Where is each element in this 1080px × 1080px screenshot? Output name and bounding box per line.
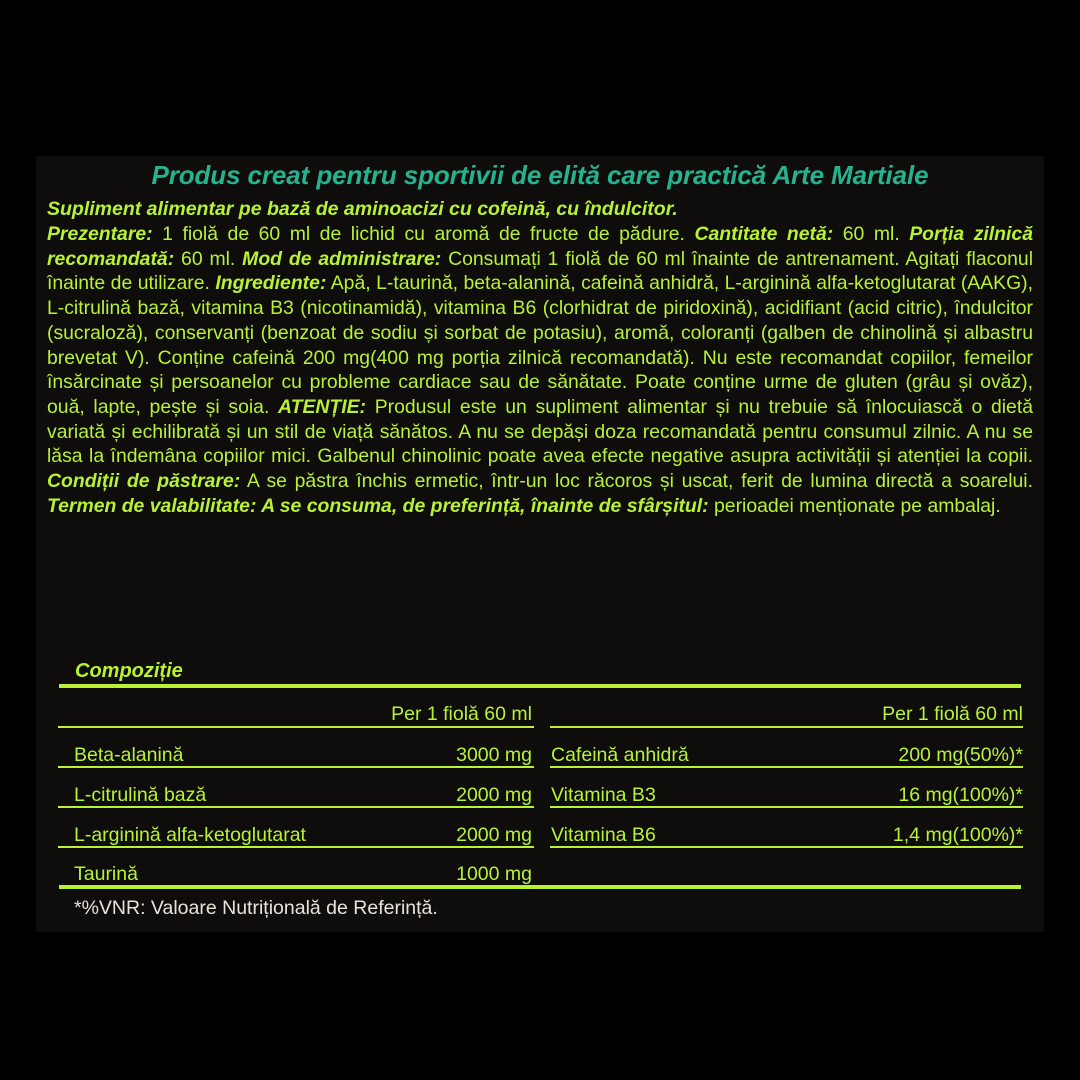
cantitate-label: Cantitate netă: <box>694 223 834 245</box>
supplement-label <box>36 156 1044 932</box>
right-row-2-rule <box>550 806 1023 808</box>
ingrediente-text: Apă, L-taurină, beta-alanină, cafeină anhidră, L-arginină alfa-ketoglutarat (AAKG), L-citrulină bază, vitamina B3 (nicotinamidă), vitamina B6 (clorhidrat de piridoxină), acidifiant (acid citric), îndulcitor (sucraloză), conservanți (benzoat de sodiu și sorbat de potasiu), aromă, coloranți (galben de chinolină și albastru brevetat V). Conține cafeină 200 mg(400 mg porția zilnică recomandată). Nu este recomandat copiilor, femeilor însărcinate și persoanelor cu probleme cardiace sau de sănătate. Poate conține urme de gluten (grâu și ovăz), ouă, lapte, pește și soia. <box>47 272 1033 418</box>
termen-text: perioadei menționate pe ambalaj. <box>708 494 1001 517</box>
mod-administrare-label: Mod de administrare: <box>242 247 442 270</box>
label-description <box>47 222 1033 518</box>
label-subtitle: Supliment alimentar pe bază de aminoacizi cu cofeină, cu îndulcitor. <box>47 198 678 220</box>
mod-administrare-text: Consumați 1 fiolă de 60 ml înainte de antrenament. Agitați flaconul înainte de utilizare. <box>47 247 1033 295</box>
left-row-4-value: 1000 mg <box>456 863 532 885</box>
left-row-3-name: L-arginină alfa-ketoglutarat <box>74 824 306 846</box>
prezentare-label: Prezentare: <box>47 223 153 245</box>
conditii-label: Condiții de păstrare: <box>47 470 241 493</box>
portia-label: Porția zilnică recomandată: <box>47 223 1033 270</box>
left-row-1-value: 3000 mg <box>456 744 532 766</box>
left-row-2-value: 2000 mg <box>456 784 532 806</box>
termen-label: Termen de valabilitate: A se consuma, de preferință, înainte de sfârșitul: <box>47 494 709 517</box>
header-rule-left <box>58 726 534 728</box>
left-row-2-name: L-citrulină bază <box>74 784 207 806</box>
cantitate-text: 60 ml. <box>833 223 910 245</box>
right-row-1-value: 200 mg(50%)* <box>898 744 1023 766</box>
prezentare-text: 1 fiolă de 60 ml de lichid cu aromă de fructe de pădure. <box>152 223 695 245</box>
right-row-3-rule <box>550 846 1023 848</box>
right-row-2-value: 16 mg(100%)* <box>898 784 1023 806</box>
right-row-3-name: Vitamina B6 <box>551 824 656 846</box>
portia-text: 60 ml. <box>174 247 243 270</box>
left-row-3-rule <box>58 846 534 848</box>
left-row-1-rule <box>58 766 534 768</box>
left-row-2-rule <box>58 806 534 808</box>
header-rule-right <box>550 726 1023 728</box>
atentie-text: Produsul este un supliment alimentar și nu trebuie să înlocuiască o dietă variată și echilibrată și un stil de viață sănătos. A nu se depăși doza recomandată pentru consumul zilnic. A nu se lăsa la îndemâna copiilor mici. Galbenul chinolinic poate avea efecte negative asupra activității și atenției la copii. <box>47 395 1033 468</box>
right-row-2-name: Vitamina B3 <box>551 784 656 806</box>
right-column-header: Per 1 fiolă 60 ml <box>882 703 1023 725</box>
composition-bottom-rule <box>59 885 1021 889</box>
right-row-1-name: Cafeină anhidră <box>551 744 689 766</box>
left-row-1-name: Beta-alanină <box>74 744 184 766</box>
ingrediente-label: Ingrediente: <box>215 272 327 295</box>
left-row-3-value: 2000 mg <box>456 824 532 846</box>
left-column-header: Per 1 fiolă 60 ml <box>391 703 532 725</box>
atentie-label: ATENȚIE: <box>278 395 367 418</box>
composition-footnote: *%VNR: Valoare Nutrițională de Referință. <box>74 897 438 919</box>
conditii-text: A se păstra închis ermetic, într-un loc răcoros și uscat, ferit de lumina directă a soarelui. <box>240 470 1033 493</box>
label-title: Produs creat pentru sportivii de elită care practică Arte Martiale <box>151 160 929 190</box>
left-row-4-name: Taurină <box>74 863 138 885</box>
right-row-1-rule <box>550 766 1023 768</box>
right-row-3-value: 1,4 mg(100%)* <box>892 824 1023 846</box>
composition-top-rule <box>59 684 1021 688</box>
composition-title: Compoziție <box>75 660 183 682</box>
